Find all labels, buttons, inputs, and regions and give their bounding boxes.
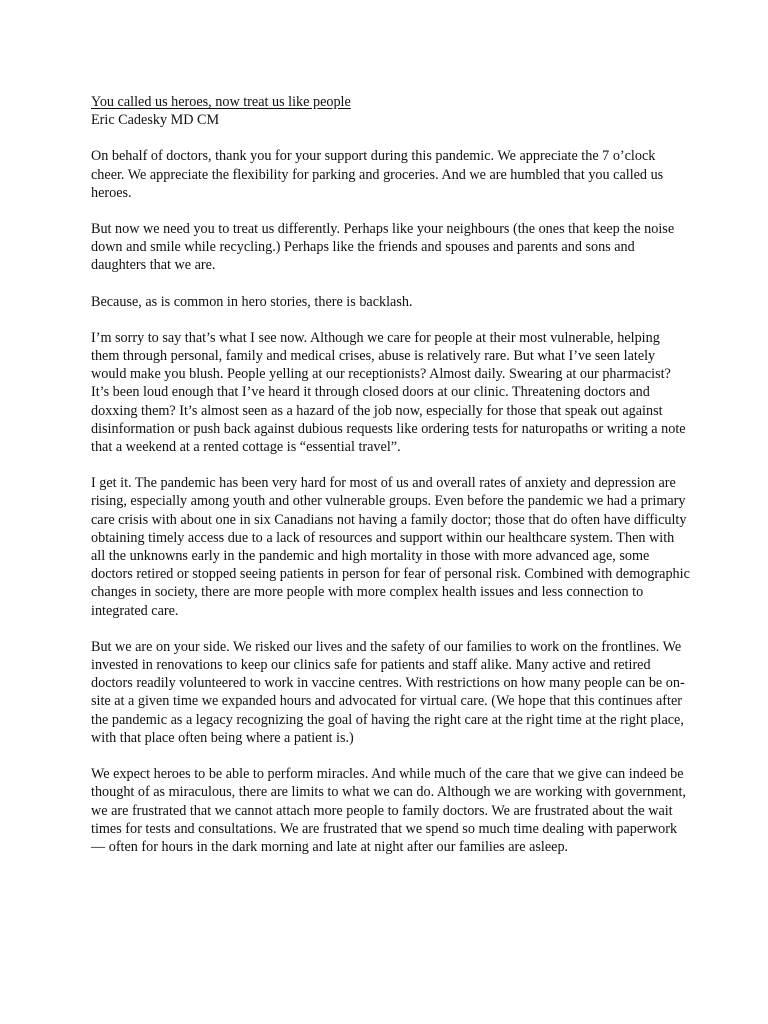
paragraph-1: On behalf of doctors, thank you for your support during this pandemic. We appreciate the 7 o’clock cheer. We appreciate the flexibility for parking and groceries. And we are humbled that you called us heroes. — [91, 148, 664, 201]
paragraph-7: We expect heroes to be able to perform miracles. And while much of the care that we give can indeed be thought of as miraculous, there are limits to what we can do. Although we are working with government, we are frustrated that we cannot attach more people to family doctors. We are frustrated about the wait times for tests and consultations. We are frustrated that we spend so much time dealing with paperwork— often for hours in the dark morning and late at night after our families are asleep. — [91, 766, 686, 855]
document-author: Eric Cadesky MD CM — [91, 112, 220, 129]
paragraph-6: But we are on your side. We risked our lives and the safety of our families to work on the frontlines. We invested in renovations to keep our clinics safe for patients and staff alike. Many active and retired doctors readily volunteered to work in vaccine centres. With restrictions on how many people can be on-site at a given time we expanded hours and advocated for virtual care. (We hope that this continues after the pandemic as a legacy recognizing the goal of having the right care at the right time at the right place, with that place often being where a patient is.) — [91, 638, 685, 746]
document-title: You called us heroes, now treat us like people — [91, 94, 351, 110]
paragraph-4: I’m sorry to say that’s what I see now. Although we care for people at their most vulnerable, helping them through personal, family and medical crises, abuse is relatively rare. But what I’ve seen lately would make you blush. People yelling at our receptionists? Almost daily. Swearing at our pharmacist? It’s been loud enough that I’ve heard it through closed doors at our clinic. Threatening doctors and doxxing them? It’s almost seen as a hazard of the job now, especially for those that speak out against disinformation or push back against dubious requests like ordering tests for naturopaths or writing a note that a weekend at a rented cottage is “essential travel”. — [91, 329, 686, 456]
paragraph-5: I get it. The pandemic has been very hard for most of us and overall rates of anxiety and depression are rising, especially among youth and other vulnerable groups. Even before the pandemic we had a primary care crisis with about one in six Canadians not having a family doctor; those that do often have difficulty obtaining timely access due to a lack of resources and support within our healthcare system. Then with all the unknowns early in the pandemic and high mortality in those with more advanced age, some doctors retired or stopped seeing patients in person for fear of personal risk. Combined with demographic changes in society, there are more people with more complex health issues and less connection to integrated care. — [91, 475, 690, 619]
paragraph-3: Because, as is common in hero stories, there is backlash. — [91, 293, 413, 310]
paragraph-2: But now we need you to treat us differently. Perhaps like your neighbours (the ones that keep the noise down and smile while recycling.) Perhaps like the friends and spouses and parents and sons and daughters that we are. — [91, 221, 675, 274]
document-body — [91, 93, 691, 874]
